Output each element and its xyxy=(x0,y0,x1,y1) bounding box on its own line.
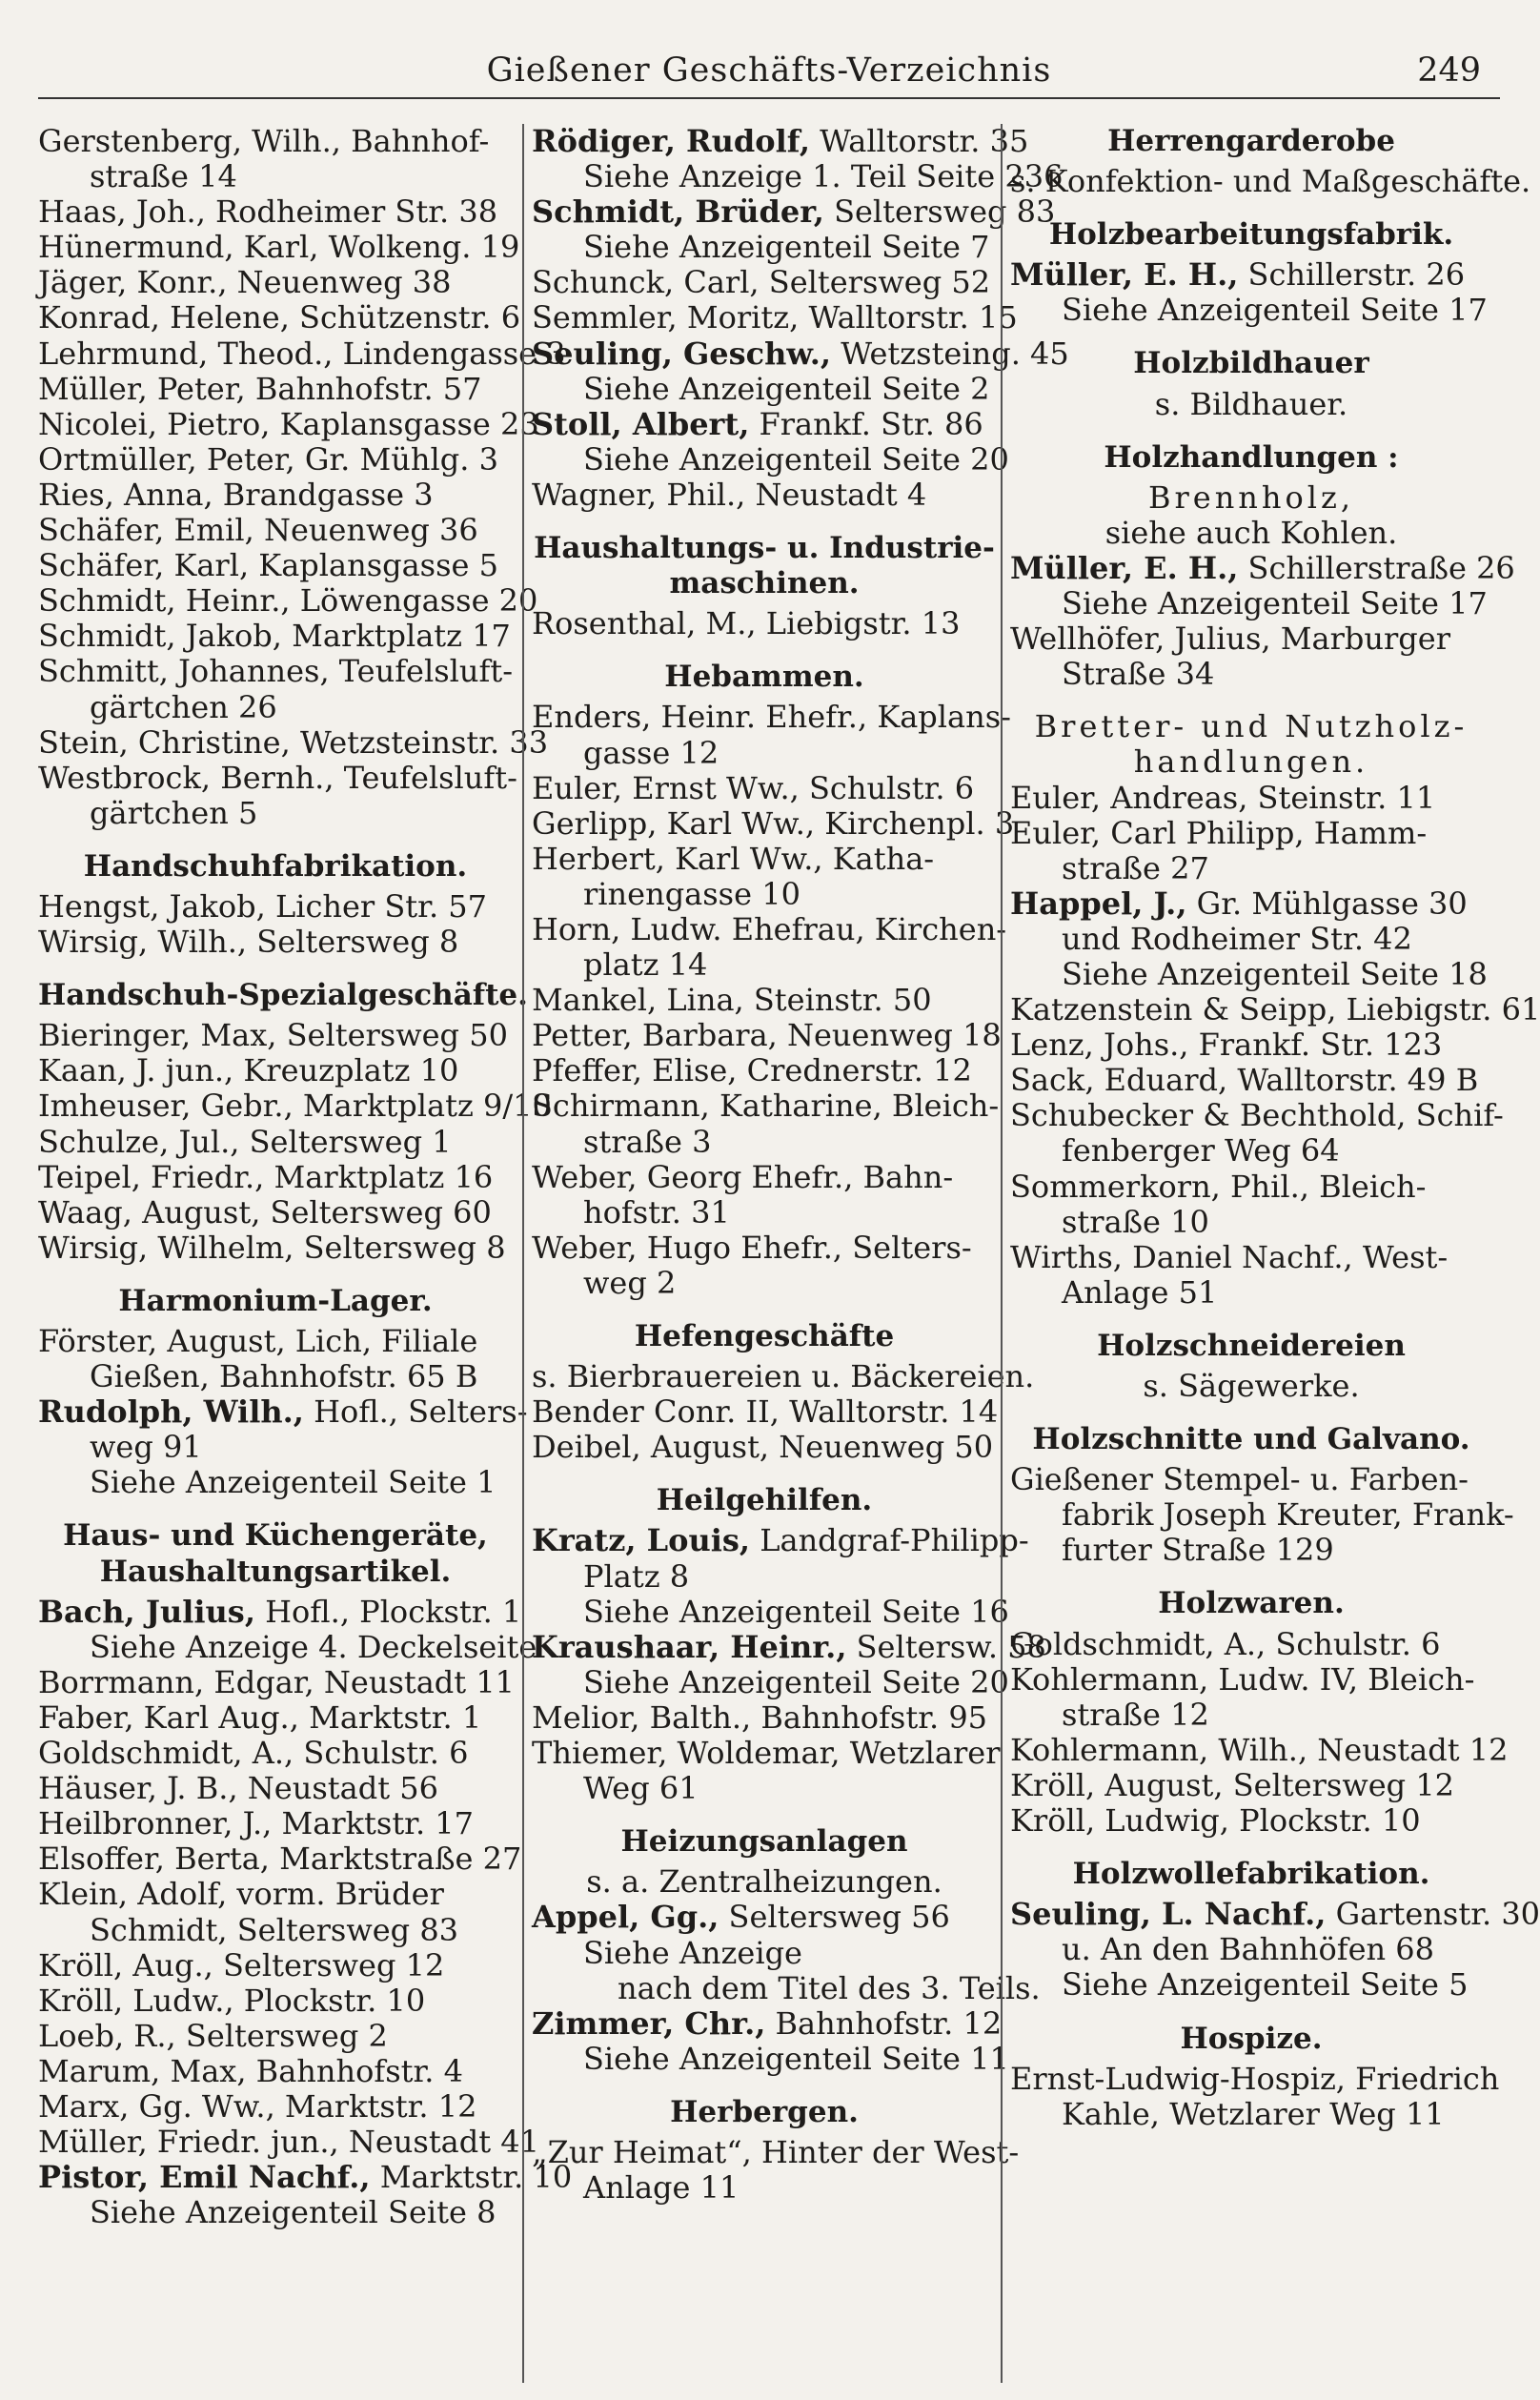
list-item: Klein, Adolf, vorm. Brüder xyxy=(38,1876,444,1913)
list-item-continuation: Anlage 11 xyxy=(583,2169,740,2207)
section-heading: Haushaltungs- u. Industrie- xyxy=(534,531,995,566)
list-item: Waag, August, Seltersweg 60 xyxy=(38,1193,492,1231)
entry-name: Appel, Gg., xyxy=(532,1899,719,1936)
list-item: Marx, Gg. Ww., Marktstr. 12 xyxy=(38,2087,477,2125)
list-item-continuation: fenberger Weg 64 xyxy=(1062,1132,1340,1169)
entry-name: Seuling, Geschw., xyxy=(532,335,832,372)
list-item: Ortmüller, Peter, Gr. Mühlg. 3 xyxy=(38,440,498,478)
list-item-continuation: platz 14 xyxy=(583,946,708,984)
list-item xyxy=(532,1628,1046,1665)
subsection-heading: handlungen. xyxy=(1133,743,1369,781)
list-item: Herbert, Karl Ww., Katha- xyxy=(532,840,935,877)
page-title: Gießener Geschäfts-Verzeichnis xyxy=(486,51,1052,90)
section-heading: Holzhandlungen : xyxy=(1104,439,1399,475)
entry-address: Hofl., Selters- xyxy=(303,1393,528,1431)
list-item: Kröll, Ludw., Plockstr. 10 xyxy=(38,1982,426,2019)
list-item: Teipel, Friedr., Marktplatz 16 xyxy=(38,1158,494,1195)
list-item: Schäfer, Emil, Neuenweg 36 xyxy=(38,512,478,549)
list-item: Wirsig, Wilhelm, Seltersweg 8 xyxy=(38,1229,506,1266)
entry-address: Hofl., Plockstr. 1 xyxy=(254,1593,522,1630)
list-item: Hünermund, Karl, Wolkeng. 19 xyxy=(38,229,520,266)
entry-name: Seuling, L. Nachf., xyxy=(1010,1896,1327,1933)
entry-name: Kraushaar, Heinr., xyxy=(532,1628,847,1665)
advert-reference: Siehe Anzeigenteil Seite 1 xyxy=(90,1464,496,1501)
section-heading: Haushaltungsartikel. xyxy=(99,1554,452,1589)
list-item xyxy=(38,1593,522,1630)
list-item: Katzenstein & Seipp, Liebigstr. 61 xyxy=(1010,991,1540,1028)
list-item: Kröll, Aug., Seltersweg 12 xyxy=(38,1946,445,1983)
list-item: Weber, Georg Ehefr., Bahn- xyxy=(532,1158,954,1195)
advert-reference: Siehe Anzeigenteil Seite 18 xyxy=(1062,955,1488,992)
advert-reference: Siehe Anzeigenteil Seite 20 xyxy=(583,1663,1009,1700)
list-item: Melior, Balth., Bahnhofstr. 95 xyxy=(532,1698,988,1736)
list-item xyxy=(1010,1896,1540,1933)
list-item: Wirsig, Wilh., Seltersweg 8 xyxy=(38,924,459,961)
entry-address: Seltersweg 83 xyxy=(823,193,1056,231)
list-item xyxy=(532,1900,997,1935)
list-item xyxy=(532,123,1029,159)
list-item-continuation: hofstr. 31 xyxy=(583,1193,730,1231)
list-item: Ernst-Ludwig-Hospiz, Friedrich xyxy=(1010,2060,1500,2097)
list-item: Stein, Christine, Wetzsteinstr. 33 xyxy=(38,723,549,761)
column-1 xyxy=(38,123,573,2383)
list-item: Kröll, August, Seltersweg 12 xyxy=(1010,1766,1455,1803)
list-item-continuation: straße 12 xyxy=(1062,1696,1209,1733)
list-item: Bender Conr. II, Walltorstr. 14 xyxy=(532,1393,999,1431)
advert-reference: nach dem Titel des 3. Teils. xyxy=(618,1969,1041,2006)
advert-reference: Siehe Anzeigenteil Seite 8 xyxy=(90,2194,496,2231)
subsection-heading: Bretter- und Nutzholz- xyxy=(1034,708,1469,745)
list-item: Faber, Karl Aug., Marktstr. 1 xyxy=(38,1698,482,1736)
section-heading: Heilgehilfen. xyxy=(656,1483,873,1518)
list-item: Förster, August, Lich, Filiale xyxy=(38,1323,478,1359)
list-item: Schulze, Jul., Seltersweg 1 xyxy=(38,1123,452,1160)
list-item xyxy=(532,407,997,442)
advert-reference: Siehe Anzeigenteil Seite 7 xyxy=(583,229,990,266)
cross-reference: s. a. Zentralheizungen. xyxy=(586,1863,942,1901)
list-item xyxy=(38,1393,528,1431)
list-item: Schubecker & Bechthold, Schif- xyxy=(1010,1097,1504,1134)
entry-address: Wetzsteing. 45 xyxy=(831,335,1069,372)
entry-name: Schmidt, Brüder, xyxy=(532,193,824,231)
list-item: Weber, Hugo Ehefr., Selters- xyxy=(532,1229,972,1266)
list-item xyxy=(1010,257,1492,293)
list-item: Konrad, Helene, Schützenstr. 6 xyxy=(38,299,521,336)
list-item-continuation: straße 14 xyxy=(90,158,237,195)
section-heading: Hefengeschäfte xyxy=(634,1319,895,1353)
list-item: Sack, Eduard, Walltorstr. 49 B xyxy=(1010,1062,1479,1099)
list-item: Gießener Stempel- u. Farben- xyxy=(1010,1461,1469,1498)
hebammen-list xyxy=(532,699,1015,1301)
page-number: 249 xyxy=(1417,51,1481,90)
entry-name: Stoll, Albert, xyxy=(532,405,750,442)
list-item: Sommerkorn, Phil., Bleich- xyxy=(1010,1168,1427,1205)
cross-reference: siehe auch Kohlen. xyxy=(1104,514,1398,551)
list-item-continuation: und Rodheimer Str. 42 xyxy=(1062,920,1412,957)
list-item: Wellhöfer, Julius, Marburger xyxy=(1010,620,1450,658)
cross-reference: s. Bildhauer. xyxy=(1154,385,1348,422)
list-item-continuation: Schmidt, Seltersweg 83 xyxy=(90,1911,459,1948)
list-item xyxy=(532,1522,1029,1559)
entry-name: Pistor, Emil Nachf., xyxy=(38,2159,371,2196)
entry-name: Rudolph, Wilh., xyxy=(38,1393,304,1431)
cross-reference: s. Sägewerke. xyxy=(1143,1368,1360,1404)
section-heading: Holzschnitte und Galvano. xyxy=(1032,1422,1470,1457)
list-item-continuation: straße 3 xyxy=(583,1123,712,1160)
entry-name: Kratz, Louis, xyxy=(532,1522,751,1559)
continued-list xyxy=(38,123,566,831)
list-item: Loeb, R., Seltersweg 2 xyxy=(38,2017,388,2054)
advert-reference: Siehe Anzeigenteil Seite 5 xyxy=(1062,1966,1469,2003)
list-item-continuation: Straße 34 xyxy=(1062,656,1215,693)
list-item: Kohlermann, Wilh., Neustadt 12 xyxy=(1010,1731,1509,1768)
list-item-continuation: Kahle, Wetzlarer Weg 11 xyxy=(1062,2095,1445,2132)
cross-reference: s. Bierbrauereien u. Bäckereien. xyxy=(532,1358,1035,1395)
list-item: Imheuser, Gebr., Marktplatz 9/10 xyxy=(38,1088,552,1125)
section-heading: Handschuhfabrikation. xyxy=(83,848,468,884)
cross-reference: s. Konfektion- und Maßgeschäfte. xyxy=(1010,163,1531,200)
list-item: Schäfer, Karl, Kaplansgasse 5 xyxy=(38,547,498,584)
list-item: Schirmann, Katharine, Bleich- xyxy=(532,1088,1000,1125)
advert-reference: Siehe Anzeigenteil Seite 17 xyxy=(1062,585,1488,622)
section-heading: Holzwaren. xyxy=(1158,1586,1345,1621)
list-item: Marum, Max, Bahnhofstr. 4 xyxy=(38,2052,463,2089)
list-item xyxy=(532,335,1069,372)
list-item-continuation: fabrik Joseph Kreuter, Frank- xyxy=(1062,1496,1514,1534)
list-item: Gerlipp, Karl Ww., Kirchenpl. 3 xyxy=(532,804,1015,842)
list-item: Haas, Joh., Rodheimer Str. 38 xyxy=(38,193,498,231)
list-item xyxy=(1010,886,1492,922)
list-item: Wagner, Phil., Neustadt 4 xyxy=(532,476,927,513)
list-item: Müller, Friedr. jun., Neustadt 41 xyxy=(38,2124,539,2161)
advert-reference: Siehe Anzeige xyxy=(583,1934,802,1971)
section-heading: Holzwollefabrikation. xyxy=(1072,1857,1430,1892)
entry-address: Landgraf-Philipp- xyxy=(750,1522,1029,1559)
entry-address: Bahnhofstr. 12 xyxy=(765,2004,1003,2042)
advert-reference: Siehe Anzeigenteil Seite 17 xyxy=(1062,292,1488,329)
entry-address: Frankf. Str. 86 xyxy=(749,405,983,442)
entry-name: Müller, E. H., xyxy=(1010,256,1239,294)
list-item: Kröll, Ludwig, Plockstr. 10 xyxy=(1010,1802,1421,1840)
list-item: Euler, Ernst Ww., Schulstr. 6 xyxy=(532,769,975,806)
list-item: Enders, Heinr. Ehefr., Kaplans- xyxy=(532,699,1011,736)
list-item xyxy=(1010,549,1515,586)
section-heading: Herbergen. xyxy=(670,2094,859,2129)
entry-address: Seltersweg 56 xyxy=(719,1899,950,1936)
list-item: Lehrmund, Theod., Lindengasse 3 xyxy=(38,335,566,372)
list-item: Hengst, Jakob, Licher Str. 57 xyxy=(38,887,487,925)
list-item xyxy=(532,193,1056,231)
list-item-continuation: u. An den Bahnhöfen 68 xyxy=(1062,1931,1435,1968)
advert-reference: Siehe Anzeigenteil Seite 20 xyxy=(583,440,1009,478)
list-item-continuation: straße 27 xyxy=(1062,849,1209,886)
list-item: Euler, Carl Philipp, Hamm- xyxy=(1010,814,1428,851)
list-item: Müller, Peter, Bahnhofstr. 57 xyxy=(38,370,482,407)
list-item: Ries, Anna, Brandgasse 3 xyxy=(38,476,434,513)
list-item-continuation: weg 91 xyxy=(90,1429,202,1466)
column-3 xyxy=(1001,124,1540,2383)
section-heading: Haus- und Küchengeräte, xyxy=(63,1518,488,1554)
list-item-continuation: gärtchen 26 xyxy=(90,688,277,725)
list-item: Semmler, Moritz, Walltorstr. 15 xyxy=(532,299,1018,336)
list-item: Schmidt, Heinr., Löwengasse 20 xyxy=(38,582,538,620)
entry-name: Rödiger, Rudolf, xyxy=(532,123,810,159)
list-item: Schmidt, Jakob, Marktplatz 17 xyxy=(38,618,511,655)
list-item-continuation: rinengasse 10 xyxy=(583,875,800,912)
advert-reference: Siehe Anzeige 1. Teil Seite 236 xyxy=(583,158,1064,195)
entry-name: Happel, J., xyxy=(1010,885,1187,922)
entry-address: Gr. Mühlgasse 30 xyxy=(1186,885,1468,922)
page-header xyxy=(38,50,1500,99)
list-item: Thiemer, Woldemar, Wetzlarer xyxy=(532,1735,1001,1772)
list-item: Mankel, Lina, Steinstr. 50 xyxy=(532,982,932,1019)
list-item: Petter, Barbara, Neuenweg 18 xyxy=(532,1017,1002,1054)
list-item: Elsoffer, Berta, Marktstraße 27 xyxy=(38,1841,522,1878)
section-heading: maschinen. xyxy=(669,566,860,601)
entry-name: Bach, Julius, xyxy=(38,1593,255,1630)
list-item: Bieringer, Max, Seltersweg 50 xyxy=(38,1017,508,1054)
subsection-heading: Brennholz, xyxy=(1147,478,1355,516)
list-item: Lenz, Johs., Frankf. Str. 123 xyxy=(1010,1027,1443,1064)
advert-reference: Siehe Anzeige 4. Deckelseite xyxy=(90,1628,537,1665)
list-item: Gerstenberg, Wilh., Bahnhof- xyxy=(38,123,490,159)
list-item xyxy=(38,2159,573,2196)
list-item: Jäger, Konr., Neuenweg 38 xyxy=(38,264,452,301)
list-item: Westbrock, Bernh., Teufelsluft- xyxy=(38,759,517,796)
list-item-continuation: furter Straße 129 xyxy=(1062,1532,1334,1569)
entry-address: Gartenstr. 30 xyxy=(1326,1896,1540,1933)
list-item: Goldschmidt, A., Schulstr. 6 xyxy=(1010,1625,1441,1662)
entry-name: Zimmer, Chr., xyxy=(532,2004,766,2042)
section-heading: Handschuh-Spezialgeschäfte. xyxy=(38,978,528,1013)
advert-reference: Siehe Anzeigenteil Seite 11 xyxy=(583,2040,1009,2077)
entry-address: Walltorstr. 35 xyxy=(809,123,1029,159)
entry-address: Schillerstr. 26 xyxy=(1238,256,1466,294)
list-item: Wirths, Daniel Nachf., West- xyxy=(1010,1238,1449,1275)
list-item-continuation: gärtchen 5 xyxy=(90,794,258,831)
list-item-continuation: Weg 61 xyxy=(583,1770,699,1807)
list-item: Heilbronner, J., Marktstr. 17 xyxy=(38,1805,475,1842)
section-heading: Herrengarderobe xyxy=(1107,124,1395,158)
list-item-continuation: Gießen, Bahnhofstr. 65 B xyxy=(90,1358,478,1395)
list-item: Kaan, J. jun., Kreuzplatz 10 xyxy=(38,1052,459,1089)
list-item: Pfeffer, Elise, Crednerstr. 12 xyxy=(532,1052,972,1089)
list-item: „Zur Heimat“, Hinter der West- xyxy=(532,2133,1020,2170)
section-heading: Harmonium-Lager. xyxy=(118,1283,433,1318)
column-2 xyxy=(522,123,1069,2383)
list-item-continuation: weg 2 xyxy=(583,1264,677,1301)
list-item: Schmitt, Johannes, Teufelsluft- xyxy=(38,653,513,690)
section-heading: Holzbearbeitungsfabrik. xyxy=(1048,217,1454,253)
list-item: Goldschmidt, A., Schulstr. 6 xyxy=(38,1735,469,1772)
list-item: Borrmann, Edgar, Neustadt 11 xyxy=(38,1663,516,1700)
list-item-continuation: gasse 12 xyxy=(583,734,719,771)
list-item: Euler, Andreas, Steinstr. 11 xyxy=(1010,779,1436,816)
advert-reference: Siehe Anzeigenteil Seite 2 xyxy=(583,370,990,407)
section-heading: Hospize. xyxy=(1180,2021,1323,2056)
list-item: Rosenthal, M., Liebigstr. 13 xyxy=(532,605,961,642)
list-item xyxy=(532,2004,1003,2042)
list-item-continuation: Anlage 51 xyxy=(1062,1273,1218,1311)
section-heading: Heizungsanlagen xyxy=(620,1824,908,1860)
entry-address: Seltersw. 58 xyxy=(846,1628,1046,1665)
list-item-continuation: Platz 8 xyxy=(583,1557,690,1595)
entry-address: Schillerstraße 26 xyxy=(1238,549,1515,586)
advert-reference: Siehe Anzeigenteil Seite 16 xyxy=(583,1593,1009,1630)
section-heading: Hebammen. xyxy=(664,660,864,695)
entry-address: Marktstr. 10 xyxy=(370,2159,573,2196)
list-item: Deibel, August, Neuenweg 50 xyxy=(532,1429,994,1466)
list-item: Nicolei, Pietro, Kaplansgasse 23 xyxy=(38,405,539,442)
section-heading: Holzbildhauer xyxy=(1133,346,1369,381)
list-item: Häuser, J. B., Neustadt 56 xyxy=(38,1770,438,1807)
list-item: Schunck, Carl, Seltersweg 52 xyxy=(532,264,991,301)
list-item: Horn, Ludw. Ehefrau, Kirchen- xyxy=(532,910,1007,947)
list-item: Kohlermann, Ludw. IV, Bleich- xyxy=(1010,1660,1475,1698)
list-item-continuation: straße 10 xyxy=(1062,1203,1209,1240)
entry-name: Müller, E. H., xyxy=(1010,549,1239,586)
section-heading: Holzschneidereien xyxy=(1097,1328,1406,1363)
